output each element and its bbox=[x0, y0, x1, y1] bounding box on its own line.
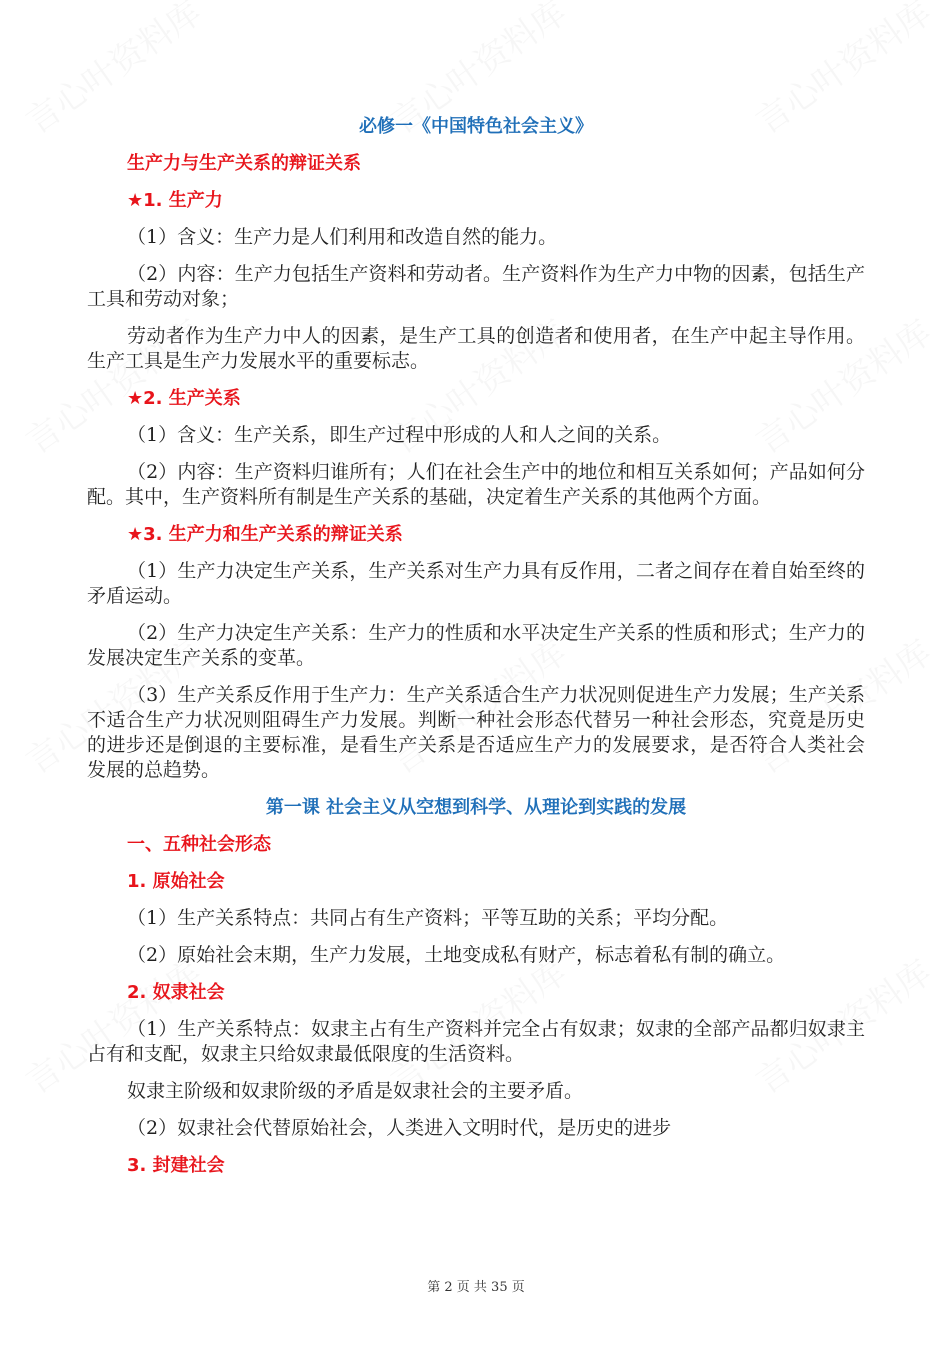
section-heading: ★1. 生产力 bbox=[127, 190, 223, 211]
paragraph: （2）原始社会末期，生产力发展，土地变成私有财产，标志着私有制的确立。 bbox=[127, 944, 786, 966]
paragraph: 奴隶主阶级和奴隶阶级的矛盾是奴隶社会的主要矛盾。 bbox=[127, 1080, 584, 1102]
paragraph: （3）生产关系反作用于生产力：生产关系适合生产力状况则促进生产力发展；生产关系不适合生产力状况则阻碍生产力发展。判断一种社会形态代替另一种社会形态，究竟是历史的进步还是倒退的主要标准，是看生产关系是否适应生产力的发展要求，是否符合人类社会发展的总趋势。 bbox=[87, 684, 865, 781]
section-heading: 3. 封建社会 bbox=[127, 1155, 225, 1176]
paragraph: （2）奴隶社会代替原始社会，人类进入文明时代，是历史的进步 bbox=[127, 1117, 672, 1139]
paragraph: （2）内容：生产力包括生产资料和劳动者。生产资料作为生产力中物的因素，包括生产工具和劳动对象； bbox=[87, 263, 865, 310]
paragraph: （2）内容：生产资料归谁所有；人们在社会生产中的地位和相互关系如何；产品如何分配。其中，生产资料所有制是生产关系的基础，决定着生产关系的其他两个方面。 bbox=[87, 461, 865, 508]
section-heading: 一、五种社会形态 bbox=[127, 834, 271, 855]
section-heading: ★3. 生产力和生产关系的辩证关系 bbox=[127, 524, 403, 545]
page-footer: 第 2 页 共 35 页 bbox=[427, 1280, 525, 1295]
paragraph: （1）生产关系特点：共同占有生产资料；平等互助的关系；平均分配。 bbox=[127, 907, 729, 929]
paragraph: （1）生产力决定生产关系，生产关系对生产力具有反作用，二者之间存在着自始至终的矛盾运动。 bbox=[87, 560, 865, 607]
paragraph: （2）生产力决定生产关系：生产力的性质和水平决定生产关系的性质和形式；生产力的发展决定生产关系的变革。 bbox=[87, 622, 865, 669]
paragraph: 劳动者作为生产力中人的因素，是生产工具的创造者和使用者，在生产中起主导作用。生产工具是生产力发展水平的重要标志。 bbox=[87, 325, 865, 372]
section-title: 必修一《中国特色社会主义》 bbox=[359, 116, 593, 137]
document-page bbox=[87, 114, 865, 1190]
paragraph: （1）生产关系特点：奴隶主占有生产资料并完全占有奴隶；奴隶的全部产品都归奴隶主占有和支配，奴隶主只给奴隶最低限度的生活资料。 bbox=[87, 1018, 865, 1065]
paragraph: （1）含义：生产关系，即生产过程中形成的人和人之间的关系。 bbox=[127, 424, 672, 446]
section-heading: 生产力与生产关系的辩证关系 bbox=[127, 153, 361, 174]
section-title: 第一课 社会主义从空想到科学、从理论到实践的发展 bbox=[265, 797, 687, 818]
section-heading: 2. 奴隶社会 bbox=[127, 982, 225, 1003]
section-heading: ★2. 生产关系 bbox=[127, 388, 241, 409]
section-heading: 1. 原始社会 bbox=[127, 871, 225, 892]
paragraph: （1）含义：生产力是人们利用和改造自然的能力。 bbox=[127, 226, 558, 248]
